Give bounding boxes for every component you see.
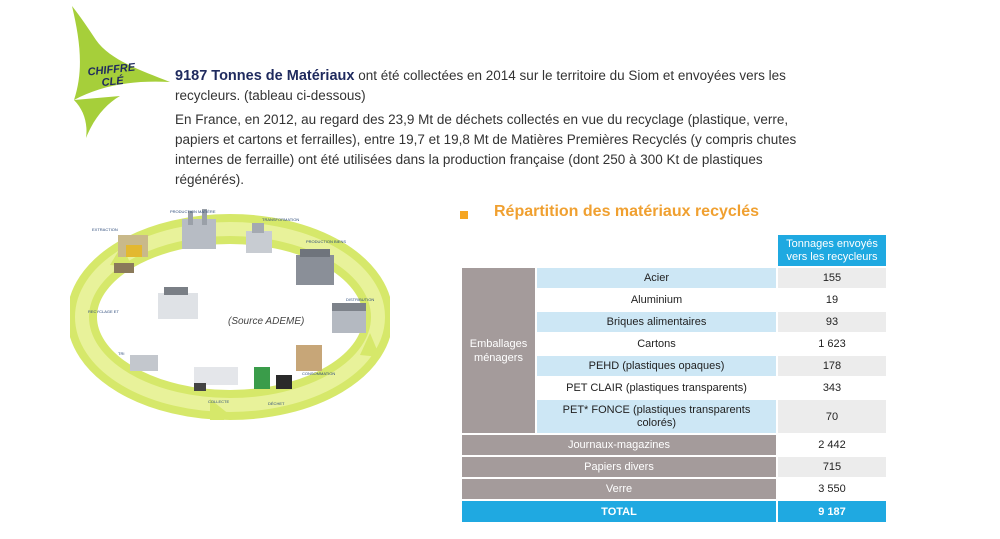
highlight-figure: 9187 Tonnes de Matériaux: [175, 68, 355, 84]
row-value: 715: [778, 457, 886, 477]
table-row: [462, 457, 886, 477]
group-label: Emballages ménagers: [462, 268, 535, 433]
row-value: 3 550: [778, 479, 886, 499]
row-label: PET CLAIR (plastiques transparents): [537, 378, 776, 398]
svg-text:DÉCHET: DÉCHET: [268, 401, 285, 406]
svg-text:EXTRACTION: EXTRACTION: [92, 227, 118, 232]
row-label: Cartons: [537, 334, 776, 354]
table-row: [462, 435, 886, 455]
row-value: 19: [778, 290, 886, 310]
row-label: PET* FONCE (plastiques transparents colorés): [537, 400, 776, 433]
row-label: Verre: [462, 479, 776, 499]
table-header-row: [462, 235, 886, 266]
svg-text:PRODUCTION MATIÈRE: PRODUCTION MATIÈRE: [170, 209, 216, 214]
row-value: 1 623: [778, 334, 886, 354]
row-value: 70: [778, 400, 886, 433]
row-label: Briques alimentaires: [537, 312, 776, 332]
row-value: 343: [778, 378, 886, 398]
row-value: 178: [778, 356, 886, 376]
table-row: [462, 268, 886, 288]
row-value: 155: [778, 268, 886, 288]
title-bullet-icon: [460, 211, 468, 219]
row-label: PEHD (plastiques opaques): [537, 356, 776, 376]
row-label: Acier: [537, 268, 776, 288]
badge-label: CHIFFRE CLÉ: [87, 61, 136, 90]
svg-text:DISTRIBUTION: DISTRIBUTION: [346, 297, 375, 302]
svg-text:RECYCLAGE ET: RECYCLAGE ET: [88, 309, 119, 314]
svg-text:TRI: TRI: [118, 351, 125, 356]
svg-text:CONSOMMATION: CONSOMMATION: [302, 371, 336, 376]
circular-economy-diagram: [70, 205, 390, 420]
intro-paragraph-2: En France, en 2012, au regard des 23,9 Mt de déchets collectés en vue du recyclage (plastique, verre, papiers et cartons et ferrailles), entre 19,7 et 19,8 Mt de Matières Premières Recyclés (y compris chutes internes de ferraille) ont été utilisées dans la production française (dont 250 à 300 Kt de plastiques régénérés).: [175, 112, 797, 187]
row-label: Papiers divers: [462, 457, 776, 477]
row-label: Aluminium: [537, 290, 776, 310]
table-title: Répartition des matériaux recyclés: [494, 203, 760, 220]
row-value: 93: [778, 312, 886, 332]
table-row: [462, 479, 886, 499]
total-value: 9 187: [778, 501, 886, 522]
row-value: 2 442: [778, 435, 886, 455]
total-label: TOTAL: [462, 501, 776, 522]
intro-paragraph-1: 9187 Tonnes de Matériaux ont été collectées en 2014 sur le territoire du Siom et envoyées vers les recycleurs. (tableau ci-dessous): [175, 68, 786, 103]
diagram-source: (Source ADEME): [228, 316, 305, 327]
materials-table: [460, 233, 888, 524]
total-row: [462, 501, 886, 522]
column-header: Tonnages envoyés vers les recycleurs: [778, 235, 886, 266]
svg-text:TRANSFORMATION: TRANSFORMATION: [262, 217, 300, 222]
svg-text:PRODUCTION BIENS: PRODUCTION BIENS: [306, 239, 347, 244]
row-label: Journaux-magazines: [462, 435, 776, 455]
svg-text:COLLECTE: COLLECTE: [208, 399, 230, 404]
intro-text: [175, 66, 835, 194]
